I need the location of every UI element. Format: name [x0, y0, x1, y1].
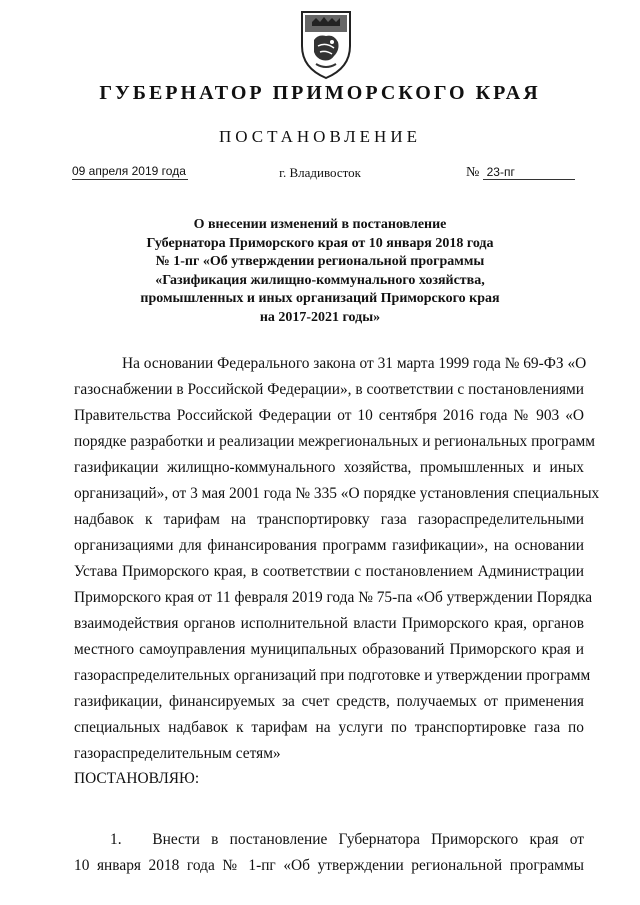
document-date: 09 апреля 2019 года: [72, 164, 186, 178]
issuing-authority: ГУБЕРНАТОР ПРИМОРСКОГО КРАЯ: [99, 82, 541, 104]
preamble-line: местного самоуправления муниципальных образований Приморского края и: [74, 641, 584, 658]
title-line: «Газификация жилищно-коммунального хозяйства,: [155, 272, 485, 288]
preamble-line: На основании Федерального закона от 31 марта 1999 года № 69-ФЗ «О: [122, 355, 587, 372]
title-line: на 2017-2021 годы»: [259, 309, 381, 325]
preamble-line: газораспределительных организаций при подготовке и утверждении программ: [74, 667, 591, 684]
preamble-line: газораспределительным сетям»: [74, 745, 281, 762]
preamble-line: взаимодействия органов исполнительной власти Приморского края, органов: [74, 615, 584, 632]
preamble-line: Устава Приморского края, в соответствии с постановлением Администрации: [74, 563, 584, 580]
number-sign: №: [466, 165, 480, 180]
preamble-line: надбавок к тарифам на транспортировку газа газораспределительными: [74, 511, 584, 528]
title-line: О внесении изменений в постановление: [193, 217, 447, 232]
title-line: промышленных и иных организаций Приморского края: [140, 291, 500, 307]
coat-of-arms-icon: [296, 6, 356, 80]
document-title: [0, 216, 640, 328]
item-line: 1. Внести в постановление Губернатора Приморского края от: [110, 831, 584, 848]
preamble-line: специальных надбавок к тарифам на услуги по транспортировке газа по: [74, 719, 584, 736]
preamble-line: газификации жилищно-коммунального хозяйства, промышленных и иных: [74, 459, 584, 476]
title-line: № 1-пг «Об утверждении региональной программы: [155, 254, 485, 270]
decree-word: ПОСТАНОВЛЯЮ:: [74, 770, 200, 787]
preamble-line: газификации, финансируемых за счет средств, получаемых от применения: [74, 693, 584, 710]
document-type: ПОСТАНОВЛЕНИЕ: [218, 127, 421, 146]
preamble-line: порядке разработки и реализации межрегиональных и региональных программ: [74, 433, 596, 450]
preamble-line: Приморского края от 11 февраля 2019 года № 75-па «Об утверждении Порядка: [74, 589, 593, 606]
number-value: 23-пг: [483, 165, 575, 180]
preamble-line: организациями для финансирования программ газификации», на основании: [74, 537, 584, 554]
item-line: 10 января 2018 года № 1-пг «Об утверждении региональной программы: [74, 857, 584, 874]
title-line: Губернатора Приморского края от 10 января 2018 года: [146, 235, 494, 251]
document-city: г. Владивосток: [279, 165, 361, 180]
preamble-line: организаций», от 3 мая 2001 года № 335 «О порядке установления специальных: [74, 485, 600, 502]
preamble-line: Правительства Российской Федерации от 10 сентября 2016 года № 903 «О: [74, 407, 584, 424]
document-number: [466, 164, 575, 181]
preamble-line: газоснабжении в Российской Федерации», в соответствии с постановлениями: [74, 381, 584, 398]
